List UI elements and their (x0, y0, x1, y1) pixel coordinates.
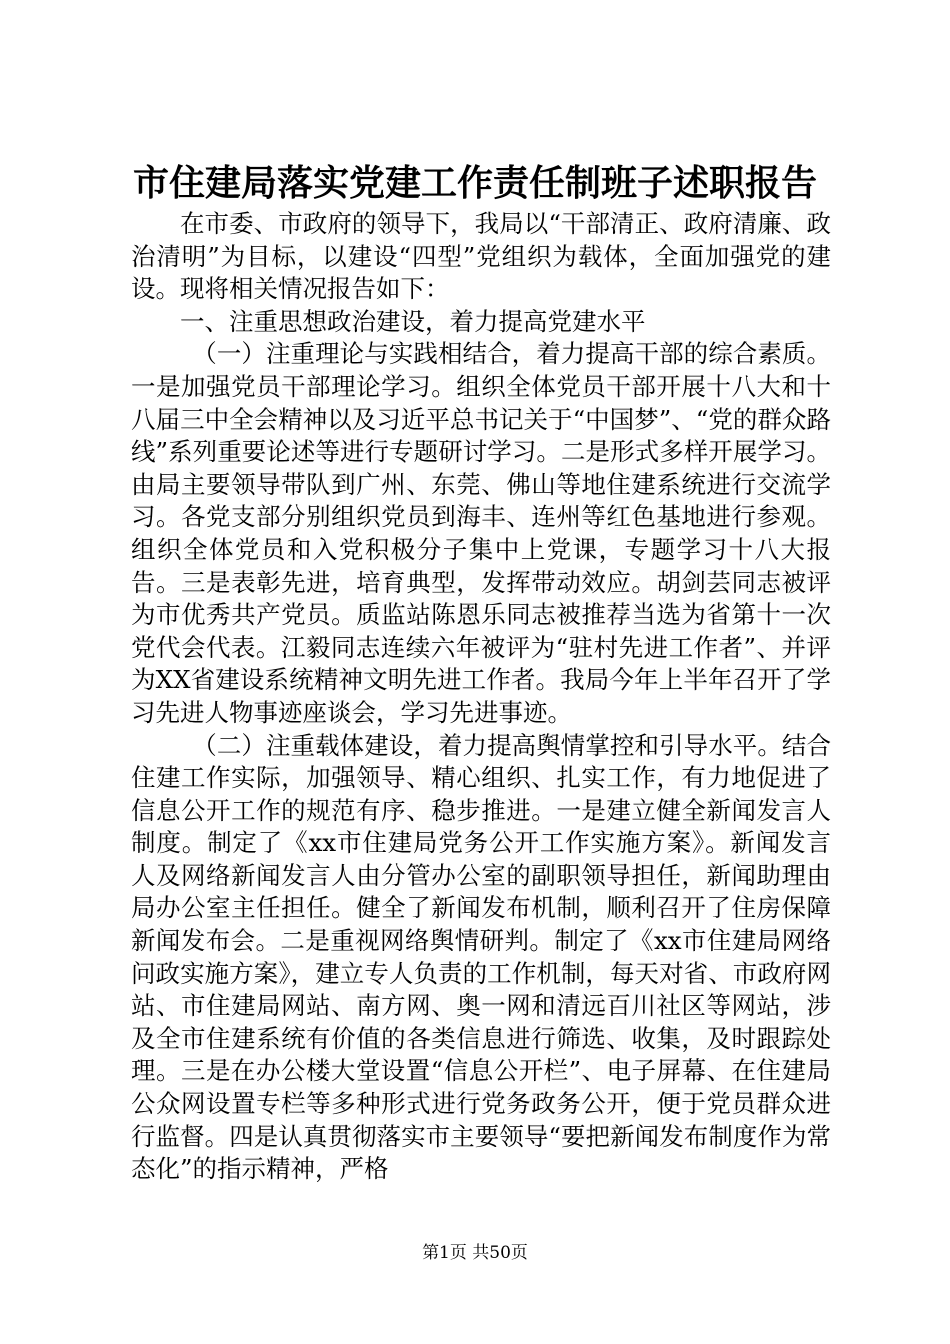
document-body (131, 208, 831, 1186)
section-heading-1: 一、注重思想政治建设，着力提高党建水平 (180, 306, 646, 336)
page-number-footer: 第1页 共50页 (422, 1243, 528, 1263)
intro-paragraph: 在市委、市政府的领导下，我局以“干部清正、政府清廉、政治清明”为目标，以建设“四型”党组织为载体，全面加强党的建设。现将相关情况报告如下： (131, 209, 831, 304)
document-title: 市住建局落实党建工作责任制班子述职报告 (132, 162, 817, 204)
subsection-paragraph-1: （一）注重理论与实践相结合，着力提高干部的综合素质。一是加强党员干部理论学习。组织全体党员干部开展十八大和十八届三中全会精神以及习近平总书记关于“中国梦”、“党的群众路线”系列重要论述等进行专题研讨学习。二是形式多样开展学习。由局主要领导带队到广州、东莞、佛山等地住建系统进行交流学习。各党支部分别组织党员到海丰、连州等红色基地进行参观。组织全体党员和入党积极分子集中上党课，专题学习十八大报告。三是表彰先进，培育典型，发挥带动效应。胡剑芸同志被评为市优秀共产党员。质监站陈恩乐同志被推荐当选为省第十一次党代会代表。江毅同志连续六年被评为“驻村先进工作者”、并评为XX省建设系统精神文明先进工作者。我局今年上半年召开了学习先进人物事迹座谈会，学习先进事迹。 (131, 339, 831, 727)
subsection-paragraph-2: （二）注重载体建设，着力提高舆情掌控和引导水平。结合住建工作实际，加强领导、精心组织、扎实工作，有力地促进了信息公开工作的规范有序、稳步推进。一是建立健全新闻发言人制度。制定了《xx市住建局党务公开工作实施方案》。新闻发言人及网络新闻发言人由分管办公室的副职领导担任，新闻助理由局办公室主任担任。健全了新闻发布机制，顺利召开了住房保障新闻发布会。二是重视网络舆情研判。制定了《xx市住建局网络问政实施方案》，建立专人负责的工作机制，每天对省、市政府网站、市住建局网站、南方网、奥一网和清远百川社区等网站，涉及全市住建系统有价值的各类信息进行筛选、收集，及时跟踪处理。三是在办公楼大堂设置“信息公开栏”、电子屏幕、在住建局公众网设置专栏等多种形式进行党务政务公开，便于党员群众进行监督。四是认真贯彻落实市主要领导“要把新闻发布制度作为常态化”的指示精神，严格 (131, 730, 831, 1184)
